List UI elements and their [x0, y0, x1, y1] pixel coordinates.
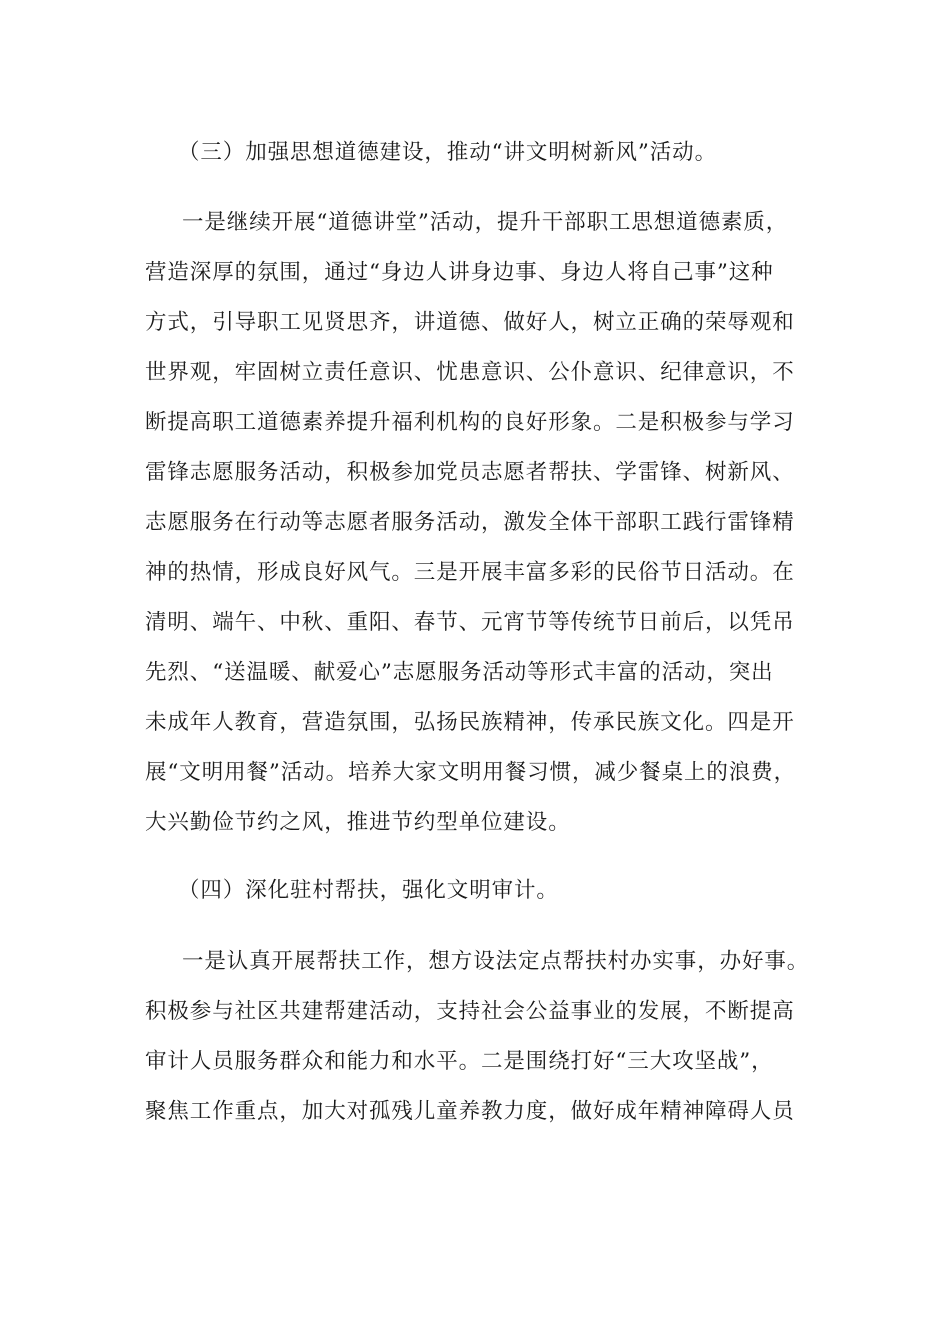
paragraph-line: 营造深厚的氛围，通过“身边人讲身边事、身边人将自己事”这种	[145, 260, 774, 285]
paragraph-line: 未成年人教育，营造氛围，弘扬民族精神，传承民族文化。四是开	[145, 710, 795, 735]
paragraph-line: 雷锋志愿服务活动，积极参加党员志愿者帮扶、学雷锋、树新风、	[145, 460, 795, 485]
paragraph-line: 世界观，牢固树立责任意识、忧患意识、公仆意识、纪律意识，不	[145, 360, 795, 385]
paragraph-line: 聚焦工作重点，加大对孤残儿童养教力度，做好成年精神障碍人员	[145, 1099, 795, 1124]
paragraph-line: 审计人员服务群众和能力和水平。二是围绕打好“三大攻坚战”，	[145, 1049, 774, 1074]
paragraph-line: 先烈、“送温暖、献爱心”志愿服务活动等形式丰富的活动，突出	[145, 660, 774, 685]
paragraph-line: 方式，引导职工见贤思齐，讲道德、做好人，树立正确的荣辱观和	[145, 310, 795, 335]
paragraph-line: 积极参与社区共建帮建活动，支持社会公益事业的发展，不断提高	[145, 999, 795, 1024]
paragraph-line: 志愿服务在行动等志愿者服务活动，激发全体干部职工践行雷锋精	[145, 510, 795, 535]
paragraph-line: 神的热情，形成良好风气。三是开展丰富多彩的民俗节日活动。在	[145, 560, 795, 585]
paragraph-line: 一是继续开展“道德讲堂”活动，提升干部职工思想道德素质，	[182, 210, 789, 235]
paragraph-line: 展“文明用餐”活动。培养大家文明用餐习惯，减少餐桌上的浪费，	[145, 760, 796, 785]
paragraph-line: 清明、端午、中秋、重阳、春节、元宵节等传统节日前后，以凭吊	[145, 610, 795, 635]
section-heading-4: （四）深化驻村帮扶，强化文明审计。	[178, 878, 559, 903]
paragraph-line: 断提高职工道德素养提升福利机构的良好形象。二是积极参与学习	[145, 410, 795, 435]
paragraph-line: 大兴勤俭节约之风，推进节约型单位建设。	[145, 810, 571, 835]
paragraph-line: 一是认真开展帮扶工作，想方设法定点帮扶村办实事，办好事。	[182, 949, 810, 974]
section-heading-3: （三）加强思想道德建设，推动“讲文明树新风”活动。	[178, 140, 717, 165]
